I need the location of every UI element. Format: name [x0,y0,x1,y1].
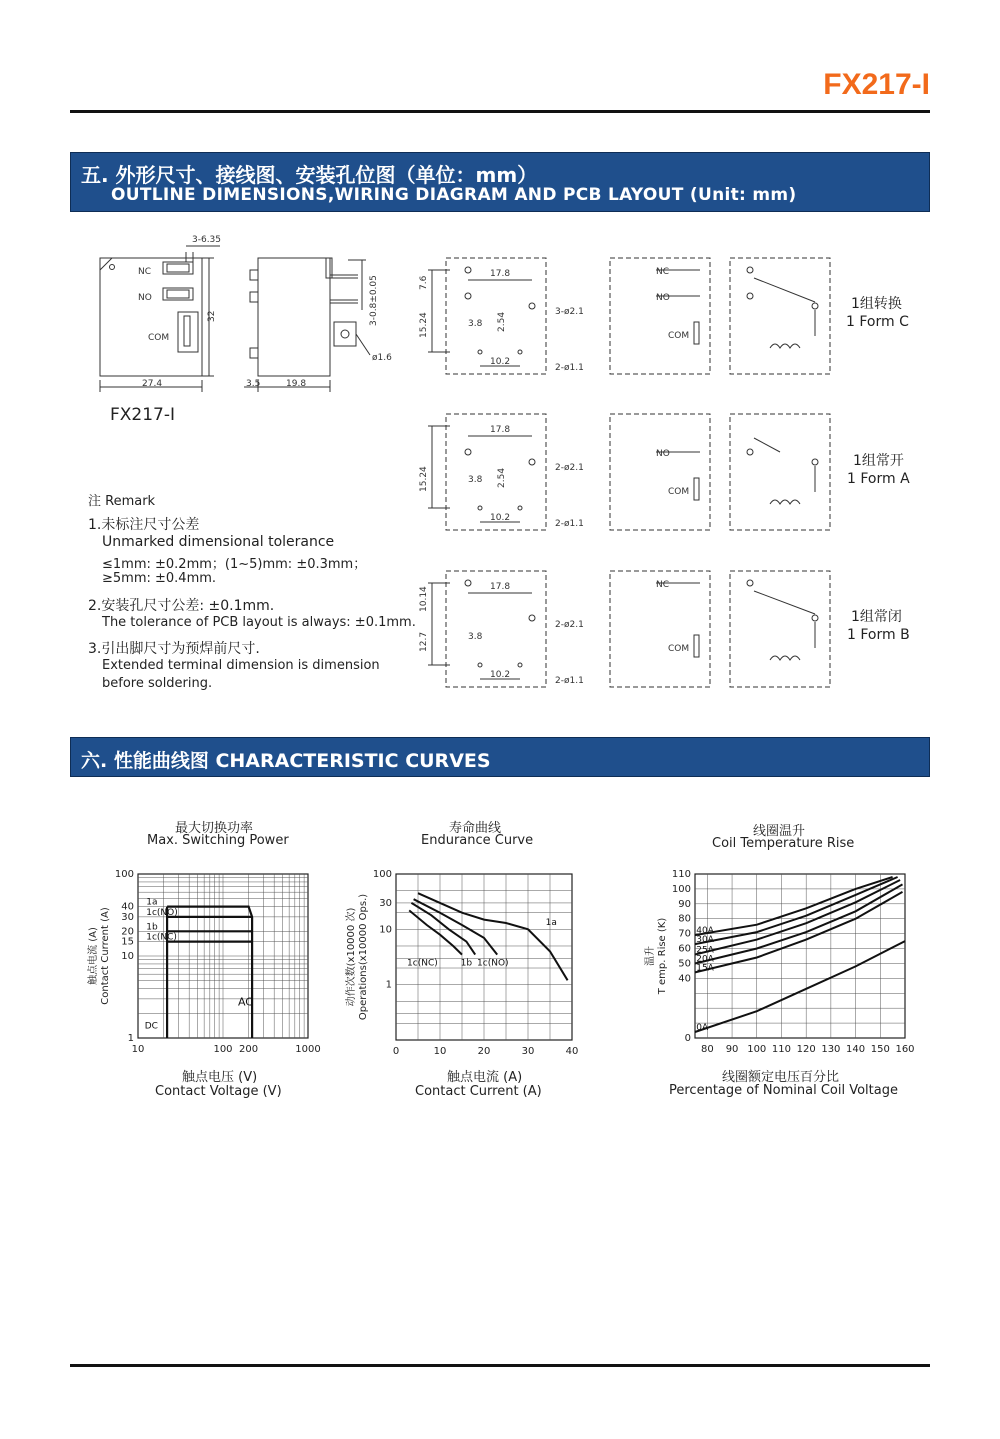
chart2-ylabel-zh: 动作次数(x10000 次) [346,907,357,1007]
chart1-series-label-3: 1c(NC) [146,932,177,943]
remark-1-zh: 1.未标注尺寸公差 [88,517,200,533]
chart1-xtick-2: 200 [239,1044,259,1055]
form-b-en: 1 Form B [847,627,910,643]
chart2-title: Endurance Curve [421,833,534,848]
form-a-zh: 1组常开 [853,453,904,469]
chart1-ytick-1: 40 [121,901,134,913]
outline-nc: NC [138,267,152,277]
chart3-series-label-0: 40A [696,926,714,937]
pcb-c-big: 3-ø2.1 [555,307,584,317]
chart3-xtick-7: 150 [870,1044,890,1055]
chart1-ytick-3: 20 [121,926,134,938]
pcb-c-254: 2.54 [497,311,507,332]
chart2-xtick-4: 40 [565,1046,579,1057]
chart3-xtick-0: 80 [700,1044,714,1055]
outline-drawing [90,230,410,400]
pcb-a-small: 2-ø1.1 [555,519,584,529]
chart2-ytick-1: 30 [379,897,392,909]
remark-2-zh: 2.安装孔尺寸公差: ±0.1mm. [88,598,275,614]
pcb-c-76: 7.6 [419,275,429,290]
chart3-ylabel-zh: 温升 [645,946,656,966]
outline-no: NO [138,293,152,303]
chart1-ytick-4: 15 [121,936,134,948]
chart-endurance [340,862,590,1062]
wiring-c-no: NO [656,293,670,303]
form-c-zh: 1组转换 [851,296,902,312]
pcb-a-178: 17.8 [490,425,511,435]
chart1-xtick-0: 10 [131,1044,145,1055]
chart1-ytick-0: 100 [114,869,134,880]
pcb-a-102: 10.2 [490,513,511,523]
chart1-title: Max. Switching Power [147,833,289,848]
chart3-ytick-7: 40 [678,973,691,985]
pcb-b-178: 17.8 [490,582,511,592]
chart3-ytick-2: 90 [678,898,691,910]
chart2-series-label-0: 1a [545,917,557,928]
relay-side-view [258,258,330,376]
chart1-xtick-1: 100 [213,1044,233,1055]
model-title: FX217-I [823,68,930,101]
wiring-a-left [610,414,710,530]
wiring-c-com: COM [668,331,690,341]
chart3-ytick-6: 50 [678,958,691,970]
chart2-xtick-1: 10 [433,1046,447,1057]
chart2-ytick-3: 1 [385,979,392,991]
wiring-b-com: COM [668,644,690,654]
pcb-a-big: 2-ø2.1 [555,463,584,473]
chart1-xlabel-zh: 触点电压 (V) [182,1070,258,1085]
chart-temp-rise [615,862,915,1062]
chart2-ylabel: Operations(x10000 Ops.) [358,893,369,1021]
remark-1-a: ≤1mm: ±0.2mm；(1~5)mm: ±0.3mm； [102,557,367,572]
chart3-ylabel: T emp. Rise (K) [657,917,668,995]
section6-title: 六. 性能曲线图 CHARACTERISTIC CURVES [81,750,491,772]
chart2-series-label-1: 1c(NO) [477,958,509,969]
wiring-c-nc: NC [656,267,670,277]
outline-com: COM [148,333,170,343]
chart2-ytick-0: 100 [372,869,392,880]
chart3-ytick-8: 0 [684,1033,691,1044]
pcb-c-102: 10.2 [490,357,511,367]
pcb-c-1524: 15.24 [419,312,429,338]
chart2-xtick-0: 0 [392,1046,400,1057]
chart1-ytick-6: 1 [127,1033,134,1044]
remark-3-en1: Extended terminal dimension is dimension [102,658,380,673]
chart2-series-label-2: 1b [460,958,473,969]
chart3-xtick-8: 160 [895,1044,915,1055]
pcb-c-38: 3.8 [468,319,483,329]
chart3-xtick-1: 90 [725,1044,739,1055]
dim-height: 32 [207,310,217,322]
section5-title-zh: 五. 外形尺寸、接线图、安装孔位图（单位：mm） [81,163,538,187]
chart3-ytick-0: 110 [671,869,691,880]
chart3-series-label-3: 20A [696,954,714,965]
form-a-en: 1 Form A [847,471,910,487]
chart3-series-label-4: 15A [696,963,714,974]
chart3-xtick-3: 110 [771,1044,792,1055]
chart3-ytick-5: 60 [678,943,691,955]
dim-198: 19.8 [286,379,307,389]
chart1-annotation-ac: AC [237,995,253,1009]
chart3-series-label-2: 25A [696,945,714,956]
chart2-title-zh: 寿命曲线 [449,821,502,836]
pcb-b-102: 10.2 [490,670,511,680]
dim-hole: 3-6.35 [192,235,222,245]
chart3-title: Coil Temperature Rise [712,836,855,851]
chart2-xlabel: Contact Current (A) [415,1084,542,1099]
header-rule [70,110,930,113]
wiring-a-no: NO [656,449,670,459]
chart3-xtick-5: 130 [821,1044,841,1055]
pcb-a-254: 2.54 [497,467,507,488]
remark-title: 注 Remark [88,494,156,509]
chart1-title-zh: 最大切换功率 [175,821,254,836]
pcb-c-small: 2-ø1.1 [555,363,584,373]
dim-35: 3.5 [246,379,261,389]
chart3-xlabel: Percentage of Nominal Coil Voltage [669,1083,898,1098]
chart1-series-label-2: 1b [146,922,158,933]
footer-rule [70,1364,930,1367]
wiring-b-nc: NC [656,580,670,590]
chart2-series-label-3: 1c(NC) [407,958,438,969]
chart1-ylabel-zh: 触点电流 (A) [88,927,99,985]
chart1-ytick-2: 30 [121,911,134,923]
pcb-b-small: 2-ø1.1 [555,676,584,686]
chart1-ylabel: Contact Current (A) [100,907,111,1005]
remark-1-b: ≥5mm: ±0.4mm. [102,571,217,586]
chart1-xtick-3: 1000 [295,1044,321,1055]
dim-pin-t: 3-0.8±0.05 [369,275,379,326]
chart2-ytick-2: 10 [379,924,392,936]
pcb-a-38: 3.8 [468,475,483,485]
section5-banner [70,152,930,212]
chart3-ytick-4: 70 [678,928,691,940]
chart3-xlabel-zh: 线圈额定电压百分比 [722,1070,840,1085]
remark-2-en: The tolerance of PCB layout is always: ±0.1mm. [102,615,416,630]
chart1-series-label-4: DC [144,1021,158,1032]
pcb-c-178: 17.8 [490,269,511,279]
chart3-xtick-4: 120 [796,1044,816,1055]
chart3-title-zh: 线圈温升 [753,824,806,839]
section6-banner [70,737,930,777]
section5-title-en: OUTLINE DIMENSIONS,WIRING DIAGRAM AND PCB LAYOUT (Unit: mm) [111,185,797,205]
chart3-ytick-3: 80 [678,913,691,925]
chart1-xlabel: Contact Voltage (V) [155,1084,282,1099]
remark-3-zh: 3.引出脚尺寸为预焊前尺寸. [88,641,260,657]
pcb-b-1014: 10.14 [419,586,429,612]
wiring-a-com: COM [668,487,690,497]
form-c-en: 1 Form C [846,314,909,330]
dim-width: 27.4 [142,379,163,389]
remark-3-en2: before soldering. [102,676,213,691]
pcb-b-38: 3.8 [468,632,483,642]
chart3-xtick-2: 100 [747,1044,767,1055]
form-b-zh: 1组常闭 [851,609,902,625]
chart1-ytick-5: 10 [121,951,134,962]
outline-model-label: FX217-I [110,405,176,425]
chart1-series-label-1: 1c(NO) [146,907,178,918]
chart2-xlabel-zh: 触点电流 (A) [447,1070,523,1085]
pcb-a-1524: 15.24 [419,466,429,492]
chart2-xtick-3: 30 [521,1046,535,1057]
chart1-series-label-0: 1a [146,897,158,908]
pcb-b-big: 2-ø2.1 [555,620,584,630]
chart3-series-label-5: 0A [696,1023,709,1034]
chart3-ytick-1: 100 [671,883,691,895]
chart3-xtick-6: 140 [846,1044,866,1055]
pcb-b-127: 12.7 [419,631,429,652]
chart2-xtick-2: 20 [477,1046,491,1057]
dim-pin-d: ø1.6 [372,353,392,363]
chart-switching-power [80,862,330,1062]
remark-1-en: Unmarked dimensional tolerance [102,534,335,550]
pcb-wiring-area [410,250,850,700]
chart3-series-label-1: 30A [696,935,714,946]
